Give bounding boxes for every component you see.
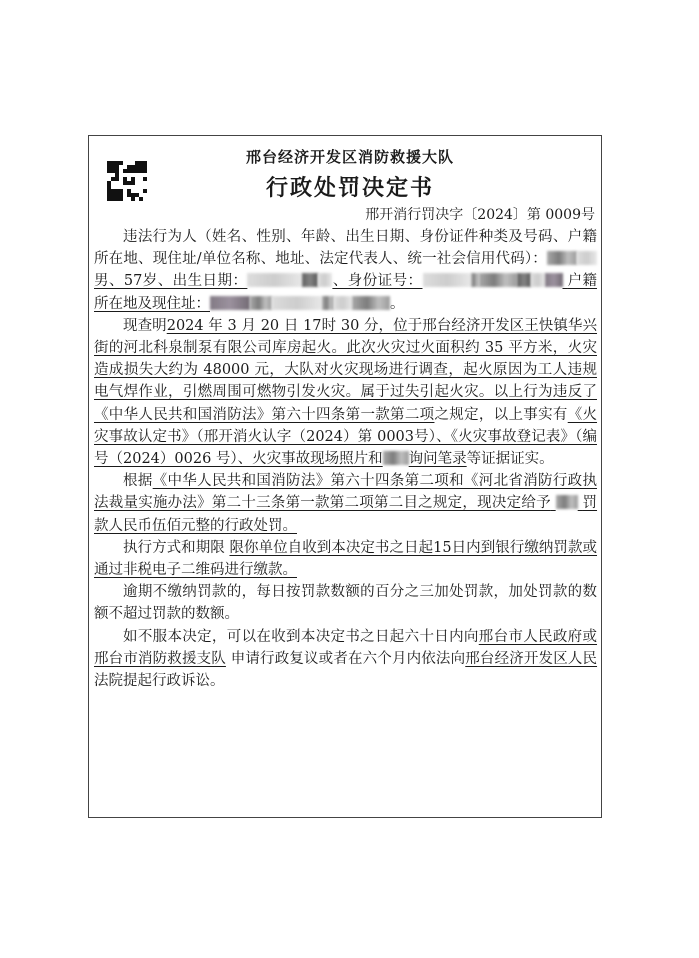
document-body [94, 226, 597, 692]
redacted-name [547, 251, 577, 265]
execution-paragraph: 执行方式和期限 限你单位自收到本决定书之日起15日内到银行缴纳罚款或通过非税电子二维码进行缴款。 [94, 539, 598, 579]
decision-paragraph: 根据《中华人民共和国消防法》第六十四条第二项和《河北省消防行政执法裁量实施办法》第二十三条第一款第二项第二目之规定，现决定给予 罚款人民币伍佰元整的行政处罚。 [94, 473, 598, 534]
redacted-birthdate [247, 273, 302, 287]
document-number: 邢开消行罚决字〔2024〕第 0009号 [365, 207, 595, 223]
overdue-paragraph: 逾期不缴纳罚款的，每日按罚款数额的百分之三加处罚款，加处罚款的数额不超过罚款的数额。 [94, 584, 597, 623]
party-paragraph: 违法行为人（姓名、性别、年龄、出生日期、身份证件种类及号码、户籍所在地、现住址/单位名称、地址、法定代表人、统一社会信用代码）： 男、57岁、出生日期： 、身份证号： 户籍所在地及现住址： 。 [94, 229, 598, 312]
redacted-id [471, 273, 479, 287]
redacted-party [556, 495, 578, 509]
redacted-witness [383, 451, 409, 465]
redacted-address [210, 296, 250, 310]
document-title: 行政处罚决定书 [265, 175, 434, 201]
issuing-organization: 邢台经济开发区消防救援大队 [245, 148, 454, 166]
appeal-paragraph: 如不服本决定，可以在收到本决定书之日起六十日内向邢台市人民政府或邢台市消防救援支队 申请行政复议或者在六个月内依法向邢台经济开发区人民 法院提起行政诉讼。 [94, 628, 598, 690]
qr-code [107, 161, 147, 201]
facts-paragraph: 现查明2024 年 3 月 20 日 17时 30 分，位于邢台经济开发区王快镇华兴街的河北科泉制泵有限公司库房起火。此次火灾过火面积约 35 平方米，火灾造成损失大约为 48000 元，大队对火灾现场进行调查，起火原因为工人违规电气焊作业，引燃周围可燃物引发火灾。属于过失引起火灾。以上行为违反了《中华人民共和国消防法》第六十四条第一款第二项之规定，以上事实有《火灾事故认定书》（邢开消火认字（2024）第 0003号）、《火灾事故登记表》（编号（2024）0026 号）、火灾事故现场照片和 询问笔录等证据证实。 [94, 317, 598, 468]
